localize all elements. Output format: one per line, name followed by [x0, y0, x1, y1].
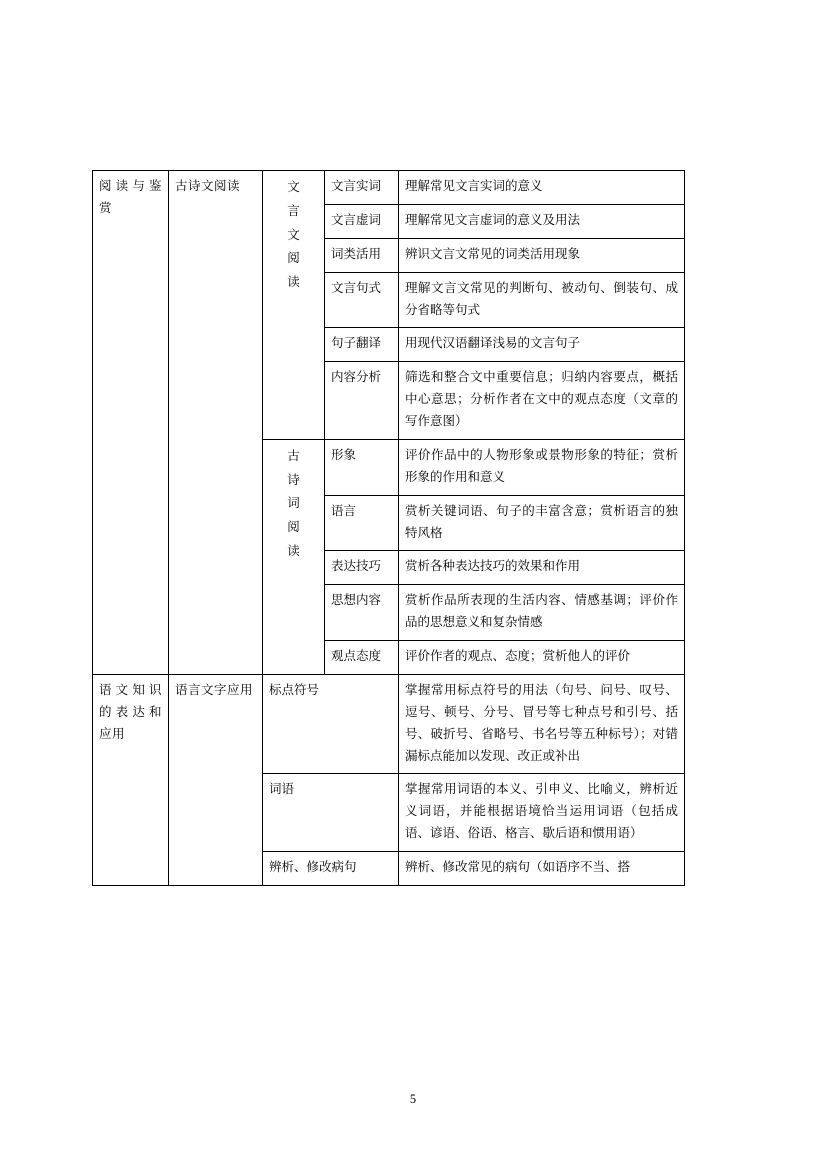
cell-description: 用现代汉语翻译浅易的文言句子: [399, 328, 685, 362]
cell-domain-language-knowledge: 语文知识的表达和应用: [93, 674, 169, 885]
cell-topic: 表达技巧: [325, 551, 399, 585]
vertical-char: 言: [287, 203, 300, 218]
cell-topic: 文言实词: [325, 171, 399, 205]
cell-category-classical-reading: 古诗文阅读: [169, 171, 263, 675]
syllabus-table: [92, 170, 685, 886]
vertical-char: 词: [287, 496, 300, 511]
cell-topic: 文言句式: [325, 272, 399, 328]
cell-description: 辨识文言文常见的词类活用现象: [399, 238, 685, 272]
vertical-char: 文: [287, 180, 300, 194]
cell-topic: 内容分析: [325, 362, 399, 440]
cell-category-language-usage: 语言文字应用: [169, 674, 263, 885]
cell-topic: 词语: [263, 774, 399, 852]
vertical-char: 阅: [287, 520, 300, 535]
cell-topic: 形象: [325, 439, 399, 495]
vertical-char: 文: [287, 227, 300, 242]
vertical-char: 诗: [287, 472, 300, 487]
vertical-char: 阅: [287, 251, 300, 266]
vertical-char: 读: [287, 543, 300, 558]
page-number: 5: [409, 1092, 417, 1106]
vertical-char: 古: [287, 448, 300, 463]
syllabus-table-wrapper: [92, 170, 684, 886]
cell-description: 赏析关键词语、句子的丰富含意；赏析语言的独特风格: [399, 495, 685, 551]
cell-topic: 标点符号: [263, 674, 399, 774]
cell-description: 评价作者的观点、态度；赏析他人的评价: [399, 641, 685, 675]
cell-description: 理解常见文言虚词的意义及用法: [399, 204, 685, 238]
cell-subcategory-classical-chinese: [263, 171, 325, 440]
cell-topic: 辨析、修改病句: [263, 852, 399, 886]
cell-topic: 词类活用: [325, 238, 399, 272]
cell-description: 赏析各种表达技巧的效果和作用: [399, 551, 685, 585]
cell-subcategory-classical-poetry: [263, 439, 325, 674]
cell-topic: 文言虚词: [325, 204, 399, 238]
table-row: [93, 674, 685, 774]
cell-description: 评价作品中的人物形象或景物形象的特征；赏析形象的作用和意义: [399, 439, 685, 495]
cell-topic: 思想内容: [325, 585, 399, 641]
cell-topic: 语言: [325, 495, 399, 551]
cell-topic: 句子翻译: [325, 328, 399, 362]
cell-domain-reading: 阅读与鉴赏: [93, 171, 169, 675]
cell-description: 掌握常用词语的本义、引申义、比喻义，辨析近义词语，并能根据语境恰当运用词语（包括成语、谚语、俗语、格言、歇后语和惯用语）: [399, 774, 685, 852]
cell-topic: 观点态度: [325, 641, 399, 675]
table-row: [93, 171, 685, 205]
cell-description: 赏析作品所表现的生活内容、情感基调；评价作品的思想意义和复杂情感: [399, 585, 685, 641]
vertical-char: 读: [287, 275, 300, 289]
cell-description: 理解文言文常见的判断句、被动句、倒装句、成分省略等句式: [399, 272, 685, 328]
cell-description: 辨析、修改常见的病句（如语序不当、搭: [399, 852, 685, 886]
cell-description: 筛选和整合文中重要信息；归纳内容要点，概括中心意思；分析作者在文中的观点态度（文章的写作意图）: [399, 362, 685, 440]
cell-description: 理解常见文言实词的意义: [399, 171, 685, 205]
cell-description: 掌握常用标点符号的用法（句号、问号、叹号、逗号、顿号、分号、冒号等七种点号和引号、括号、破折号、省略号、书名号等五种标号）；对错漏标点能加以发现、改正或补出: [399, 674, 685, 774]
